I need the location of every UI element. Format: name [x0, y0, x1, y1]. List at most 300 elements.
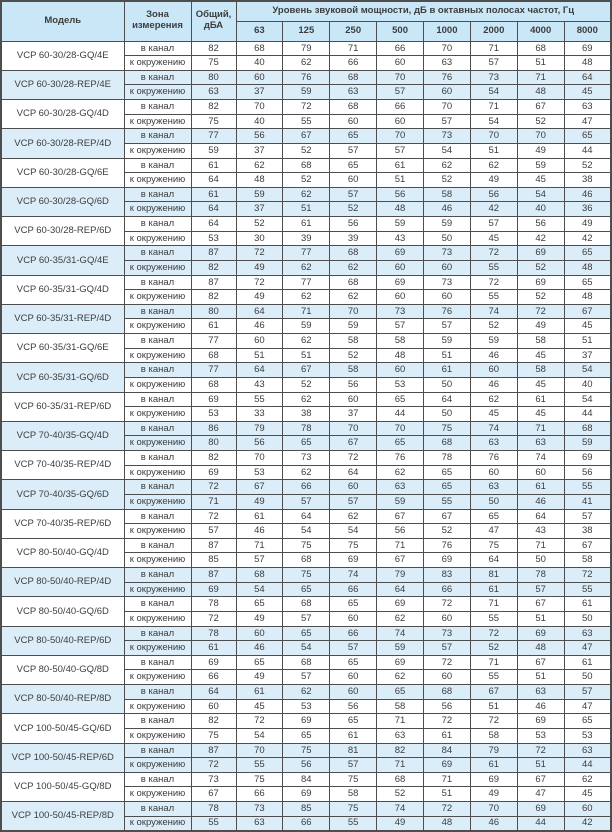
level-cell: 56 — [517, 217, 564, 232]
level-cell: 60 — [470, 363, 517, 378]
frequency-header: 4000 — [517, 21, 564, 41]
level-cell: 57 — [424, 641, 471, 656]
level-cell: 65 — [424, 465, 471, 480]
level-cell: 60 — [236, 334, 283, 349]
level-cell: 64 — [283, 509, 330, 524]
level-cell: 54 — [330, 524, 377, 539]
model-name-cell: VCP 60-30/28-REP/6D — [1, 217, 124, 246]
level-cell: 67 — [517, 772, 564, 787]
level-cell: 38 — [283, 407, 330, 422]
model-name-cell: VCP 60-30/28-REP/4D — [1, 129, 124, 158]
level-cell: 65 — [330, 714, 377, 729]
total-dba-cell: 73 — [191, 772, 236, 787]
level-cell: 64 — [236, 304, 283, 319]
zone-cell: к окружению — [124, 582, 191, 597]
level-cell: 78 — [283, 421, 330, 436]
zone-cell: к окружению — [124, 173, 191, 188]
level-cell: 73 — [424, 246, 471, 261]
level-cell: 65 — [564, 275, 611, 290]
zone-cell: в канал — [124, 772, 191, 787]
level-cell: 49 — [236, 290, 283, 305]
level-cell: 67 — [564, 538, 611, 553]
level-cell: 45 — [564, 319, 611, 334]
level-cell: 72 — [283, 100, 330, 115]
level-cell: 40 — [236, 114, 283, 129]
total-dba-cell: 72 — [191, 611, 236, 626]
level-cell: 51 — [517, 611, 564, 626]
level-cell: 52 — [424, 173, 471, 188]
level-cell: 76 — [470, 451, 517, 466]
level-cell: 71 — [236, 538, 283, 553]
table-row — [1, 451, 611, 466]
level-cell: 74 — [517, 451, 564, 466]
total-dba-cell: 55 — [191, 816, 236, 831]
level-cell: 46 — [470, 816, 517, 831]
level-cell: 65 — [283, 436, 330, 451]
level-cell: 59 — [377, 494, 424, 509]
zone-cell: к окружению — [124, 816, 191, 831]
level-cell: 58 — [424, 187, 471, 202]
level-cell: 48 — [517, 85, 564, 100]
level-cell: 37 — [236, 143, 283, 158]
level-cell: 55 — [424, 494, 471, 509]
zone-cell: в канал — [124, 158, 191, 173]
level-cell: 56 — [424, 699, 471, 714]
model-name-cell: VCP 60-30/28-REP/4E — [1, 70, 124, 99]
level-cell: 56 — [564, 465, 611, 480]
level-cell: 59 — [283, 319, 330, 334]
level-cell: 44 — [564, 407, 611, 422]
level-cell: 72 — [470, 275, 517, 290]
level-cell: 50 — [564, 670, 611, 685]
level-cell: 69 — [517, 802, 564, 817]
level-cell: 76 — [424, 538, 471, 553]
level-cell: 72 — [424, 802, 471, 817]
table-body — [1, 41, 611, 831]
frequency-header: 250 — [330, 21, 377, 41]
level-cell: 68 — [236, 41, 283, 56]
total-dba-cell: 68 — [191, 348, 236, 363]
model-name-cell: VCP 60-30/28-GQ/4E — [1, 41, 124, 70]
level-cell: 55 — [236, 392, 283, 407]
level-cell: 48 — [377, 348, 424, 363]
total-dba-cell: 82 — [191, 41, 236, 56]
level-cell: 45 — [564, 85, 611, 100]
level-cell: 59 — [424, 334, 471, 349]
zone-cell: к окружению — [124, 56, 191, 71]
level-cell: 52 — [283, 377, 330, 392]
frequency-header: 500 — [377, 21, 424, 41]
level-cell: 65 — [330, 129, 377, 144]
level-cell: 68 — [236, 568, 283, 583]
total-dba-cell: 80 — [191, 70, 236, 85]
level-cell: 72 — [517, 743, 564, 758]
level-cell: 38 — [564, 173, 611, 188]
level-cell: 60 — [424, 85, 471, 100]
level-cell: 55 — [470, 670, 517, 685]
zone-cell: к окружению — [124, 202, 191, 217]
zone-cell: к окружению — [124, 699, 191, 714]
level-cell: 70 — [330, 421, 377, 436]
level-cell: 62 — [283, 187, 330, 202]
total-dba-cell: 87 — [191, 743, 236, 758]
table-row — [1, 685, 611, 700]
model-name-cell: VCP 80-50/40-GQ/4D — [1, 538, 124, 567]
level-cell: 70 — [236, 451, 283, 466]
level-cell: 72 — [517, 304, 564, 319]
model-name-cell: VCP 70-40/35-GQ/6D — [1, 480, 124, 509]
level-cell: 46 — [236, 641, 283, 656]
level-cell: 47 — [517, 787, 564, 802]
level-cell: 38 — [564, 524, 611, 539]
level-cell: 45 — [517, 407, 564, 422]
level-cell: 58 — [330, 334, 377, 349]
level-cell: 56 — [330, 699, 377, 714]
level-cell: 71 — [470, 41, 517, 56]
level-cell: 46 — [517, 494, 564, 509]
level-cell: 43 — [236, 377, 283, 392]
level-cell: 73 — [377, 304, 424, 319]
table-row — [1, 568, 611, 583]
model-name-cell: VCP 70-40/35-GQ/4D — [1, 421, 124, 450]
level-cell: 51 — [236, 348, 283, 363]
level-cell: 61 — [564, 655, 611, 670]
frequency-header: 125 — [283, 21, 330, 41]
total-dba-cell: 61 — [191, 187, 236, 202]
level-cell: 60 — [564, 802, 611, 817]
total-dba-cell: 64 — [191, 202, 236, 217]
zone-cell: в канал — [124, 392, 191, 407]
level-cell: 57 — [330, 187, 377, 202]
level-cell: 68 — [564, 421, 611, 436]
zone-cell: к окружению — [124, 787, 191, 802]
level-cell: 78 — [424, 451, 471, 466]
level-cell: 58 — [330, 787, 377, 802]
level-cell: 52 — [517, 290, 564, 305]
table-row — [1, 217, 611, 232]
zone-cell: в канал — [124, 421, 191, 436]
level-cell: 65 — [470, 509, 517, 524]
level-cell: 79 — [283, 41, 330, 56]
zone-cell: в канал — [124, 451, 191, 466]
level-cell: 46 — [236, 319, 283, 334]
level-cell: 61 — [470, 758, 517, 773]
level-cell: 60 — [330, 685, 377, 700]
level-cell: 58 — [377, 334, 424, 349]
level-cell: 69 — [424, 758, 471, 773]
level-cell: 65 — [236, 655, 283, 670]
table-row — [1, 70, 611, 85]
level-cell: 67 — [424, 509, 471, 524]
level-cell: 37 — [236, 85, 283, 100]
level-cell: 68 — [517, 41, 564, 56]
level-cell: 47 — [564, 699, 611, 714]
level-cell: 54 — [564, 392, 611, 407]
level-cell: 40 — [517, 202, 564, 217]
table-row — [1, 743, 611, 758]
level-cell: 75 — [330, 538, 377, 553]
level-cell: 57 — [330, 758, 377, 773]
level-cell: 62 — [283, 290, 330, 305]
zone-cell: в канал — [124, 802, 191, 817]
table-row — [1, 158, 611, 173]
level-cell: 71 — [377, 538, 424, 553]
level-cell: 67 — [564, 304, 611, 319]
level-cell: 57 — [236, 553, 283, 568]
level-cell: 60 — [424, 260, 471, 275]
level-cell: 52 — [377, 787, 424, 802]
level-cell: 60 — [236, 626, 283, 641]
level-cell: 73 — [283, 451, 330, 466]
model-name-cell: VCP 80-50/40-REP/8D — [1, 685, 124, 714]
level-cell: 70 — [377, 70, 424, 85]
total-dba-cell: 72 — [191, 758, 236, 773]
level-cell: 70 — [424, 41, 471, 56]
level-cell: 55 — [283, 114, 330, 129]
level-cell: 63 — [424, 56, 471, 71]
level-cell: 65 — [283, 626, 330, 641]
level-cell: 68 — [330, 70, 377, 85]
level-cell: 73 — [236, 802, 283, 817]
level-cell: 69 — [564, 41, 611, 56]
model-name-cell: VCP 80-50/40-REP/6D — [1, 626, 124, 655]
level-cell: 58 — [564, 553, 611, 568]
level-cell: 49 — [236, 670, 283, 685]
level-cell: 40 — [564, 377, 611, 392]
model-name-cell: VCP 100-50/45-GQ/6D — [1, 714, 124, 743]
total-dba-cell: 64 — [191, 685, 236, 700]
level-cell: 77 — [283, 246, 330, 261]
level-cell: 66 — [330, 582, 377, 597]
model-name-cell: VCP 70-40/35-REP/4D — [1, 451, 124, 480]
zone-cell: к окружению — [124, 465, 191, 480]
level-cell: 52 — [236, 217, 283, 232]
level-cell: 49 — [236, 260, 283, 275]
total-dba-cell: 87 — [191, 538, 236, 553]
level-cell: 56 — [330, 377, 377, 392]
level-cell: 75 — [470, 538, 517, 553]
level-cell: 73 — [424, 626, 471, 641]
level-cell: 68 — [424, 436, 471, 451]
level-cell: 62 — [283, 392, 330, 407]
level-cell: 65 — [330, 158, 377, 173]
level-cell: 62 — [283, 334, 330, 349]
level-cell: 72 — [470, 246, 517, 261]
level-cell: 39 — [330, 231, 377, 246]
total-dba-cell: 75 — [191, 56, 236, 71]
level-cell: 71 — [377, 758, 424, 773]
level-cell: 75 — [330, 772, 377, 787]
column-header-total-dba: Общий, дБА — [191, 1, 236, 41]
level-cell: 48 — [236, 173, 283, 188]
level-cell: 79 — [377, 568, 424, 583]
level-cell: 64 — [470, 553, 517, 568]
zone-cell: к окружению — [124, 377, 191, 392]
level-cell: 62 — [330, 290, 377, 305]
level-cell: 50 — [470, 494, 517, 509]
total-dba-cell: 82 — [191, 260, 236, 275]
model-name-cell: VCP 80-50/40-GQ/6D — [1, 597, 124, 626]
total-dba-cell: 61 — [191, 319, 236, 334]
level-cell: 52 — [517, 114, 564, 129]
level-cell: 58 — [470, 728, 517, 743]
total-dba-cell: 69 — [191, 465, 236, 480]
total-dba-cell: 85 — [191, 553, 236, 568]
level-cell: 70 — [470, 802, 517, 817]
level-cell: 84 — [283, 772, 330, 787]
level-cell: 51 — [517, 758, 564, 773]
level-cell: 57 — [377, 143, 424, 158]
total-dba-cell: 78 — [191, 597, 236, 612]
level-cell: 51 — [377, 173, 424, 188]
level-cell: 59 — [330, 319, 377, 334]
level-cell: 50 — [564, 611, 611, 626]
level-cell: 69 — [517, 626, 564, 641]
level-cell: 67 — [517, 100, 564, 115]
level-cell: 64 — [564, 70, 611, 85]
level-cell: 45 — [236, 699, 283, 714]
column-header-band: Уровень звуковой мощности, дБ в октавных полосах частот, Гц — [236, 1, 611, 21]
level-cell: 78 — [517, 568, 564, 583]
level-cell: 47 — [564, 114, 611, 129]
level-cell: 43 — [517, 524, 564, 539]
level-cell: 54 — [236, 582, 283, 597]
level-cell: 53 — [564, 728, 611, 743]
level-cell: 71 — [330, 41, 377, 56]
level-cell: 59 — [424, 217, 471, 232]
level-cell: 49 — [517, 143, 564, 158]
level-cell: 75 — [283, 568, 330, 583]
level-cell: 74 — [470, 304, 517, 319]
level-cell: 36 — [564, 202, 611, 217]
frequency-header: 2000 — [470, 21, 517, 41]
level-cell: 63 — [564, 100, 611, 115]
total-dba-cell: 61 — [191, 158, 236, 173]
level-cell: 71 — [517, 421, 564, 436]
level-cell: 75 — [236, 772, 283, 787]
level-cell: 65 — [377, 392, 424, 407]
level-cell: 57 — [424, 114, 471, 129]
level-cell: 52 — [470, 641, 517, 656]
level-cell: 62 — [330, 260, 377, 275]
level-cell: 70 — [424, 100, 471, 115]
level-cell: 57 — [330, 143, 377, 158]
level-cell: 72 — [236, 275, 283, 290]
zone-cell: к окружению — [124, 407, 191, 422]
level-cell: 37 — [330, 407, 377, 422]
level-cell: 52 — [424, 524, 471, 539]
level-cell: 60 — [470, 465, 517, 480]
level-cell: 64 — [236, 363, 283, 378]
level-cell: 58 — [377, 699, 424, 714]
level-cell: 59 — [517, 158, 564, 173]
level-cell: 62 — [377, 611, 424, 626]
level-cell: 75 — [283, 538, 330, 553]
zone-cell: в канал — [124, 685, 191, 700]
table-row — [1, 334, 611, 349]
level-cell: 61 — [236, 685, 283, 700]
level-cell: 57 — [330, 494, 377, 509]
zone-cell: в канал — [124, 538, 191, 553]
level-cell: 61 — [517, 480, 564, 495]
level-cell: 79 — [236, 421, 283, 436]
level-cell: 62 — [470, 158, 517, 173]
level-cell: 54 — [283, 524, 330, 539]
level-cell: 52 — [517, 260, 564, 275]
zone-cell: к окружению — [124, 231, 191, 246]
table-row — [1, 41, 611, 56]
model-name-cell: VCP 100-50/45-REP/8D — [1, 802, 124, 831]
total-dba-cell: 64 — [191, 217, 236, 232]
zone-cell: в канал — [124, 217, 191, 232]
table-header — [1, 1, 611, 41]
level-cell: 62 — [236, 158, 283, 173]
level-cell: 65 — [283, 582, 330, 597]
level-cell: 52 — [330, 348, 377, 363]
zone-cell: в канал — [124, 187, 191, 202]
level-cell: 65 — [283, 728, 330, 743]
level-cell: 52 — [330, 202, 377, 217]
level-cell: 70 — [330, 304, 377, 319]
level-cell: 53 — [377, 377, 424, 392]
zone-cell: к окружению — [124, 143, 191, 158]
level-cell: 74 — [377, 626, 424, 641]
table-row — [1, 246, 611, 261]
level-cell: 45 — [517, 348, 564, 363]
zone-cell: в канал — [124, 743, 191, 758]
level-cell: 72 — [236, 714, 283, 729]
level-cell: 60 — [424, 670, 471, 685]
zone-cell: к окружению — [124, 260, 191, 275]
total-dba-cell: 86 — [191, 421, 236, 436]
total-dba-cell: 75 — [191, 114, 236, 129]
level-cell: 64 — [517, 509, 564, 524]
level-cell: 60 — [236, 70, 283, 85]
level-cell: 72 — [564, 568, 611, 583]
level-cell: 63 — [470, 436, 517, 451]
level-cell: 68 — [283, 158, 330, 173]
level-cell: 77 — [283, 275, 330, 290]
zone-cell: в канал — [124, 304, 191, 319]
level-cell: 61 — [236, 509, 283, 524]
level-cell: 55 — [330, 816, 377, 831]
level-cell: 51 — [424, 787, 471, 802]
level-cell: 59 — [236, 187, 283, 202]
table-row — [1, 129, 611, 144]
zone-cell: в канал — [124, 129, 191, 144]
model-name-cell: VCP 60-35/31-REP/6D — [1, 392, 124, 421]
zone-cell: в канал — [124, 70, 191, 85]
level-cell: 62 — [377, 465, 424, 480]
level-cell: 57 — [517, 582, 564, 597]
level-cell: 64 — [424, 392, 471, 407]
level-cell: 56 — [283, 758, 330, 773]
level-cell: 58 — [330, 363, 377, 378]
level-cell: 64 — [377, 582, 424, 597]
total-dba-cell: 72 — [191, 509, 236, 524]
total-dba-cell: 72 — [191, 480, 236, 495]
level-cell: 49 — [470, 173, 517, 188]
total-dba-cell: 69 — [191, 582, 236, 597]
level-cell: 69 — [470, 772, 517, 787]
level-cell: 69 — [377, 246, 424, 261]
level-cell: 76 — [377, 451, 424, 466]
level-cell: 65 — [377, 436, 424, 451]
level-cell: 67 — [283, 363, 330, 378]
level-cell: 60 — [330, 114, 377, 129]
level-cell: 82 — [377, 743, 424, 758]
model-name-cell: VCP 60-35/31-GQ/6E — [1, 334, 124, 363]
